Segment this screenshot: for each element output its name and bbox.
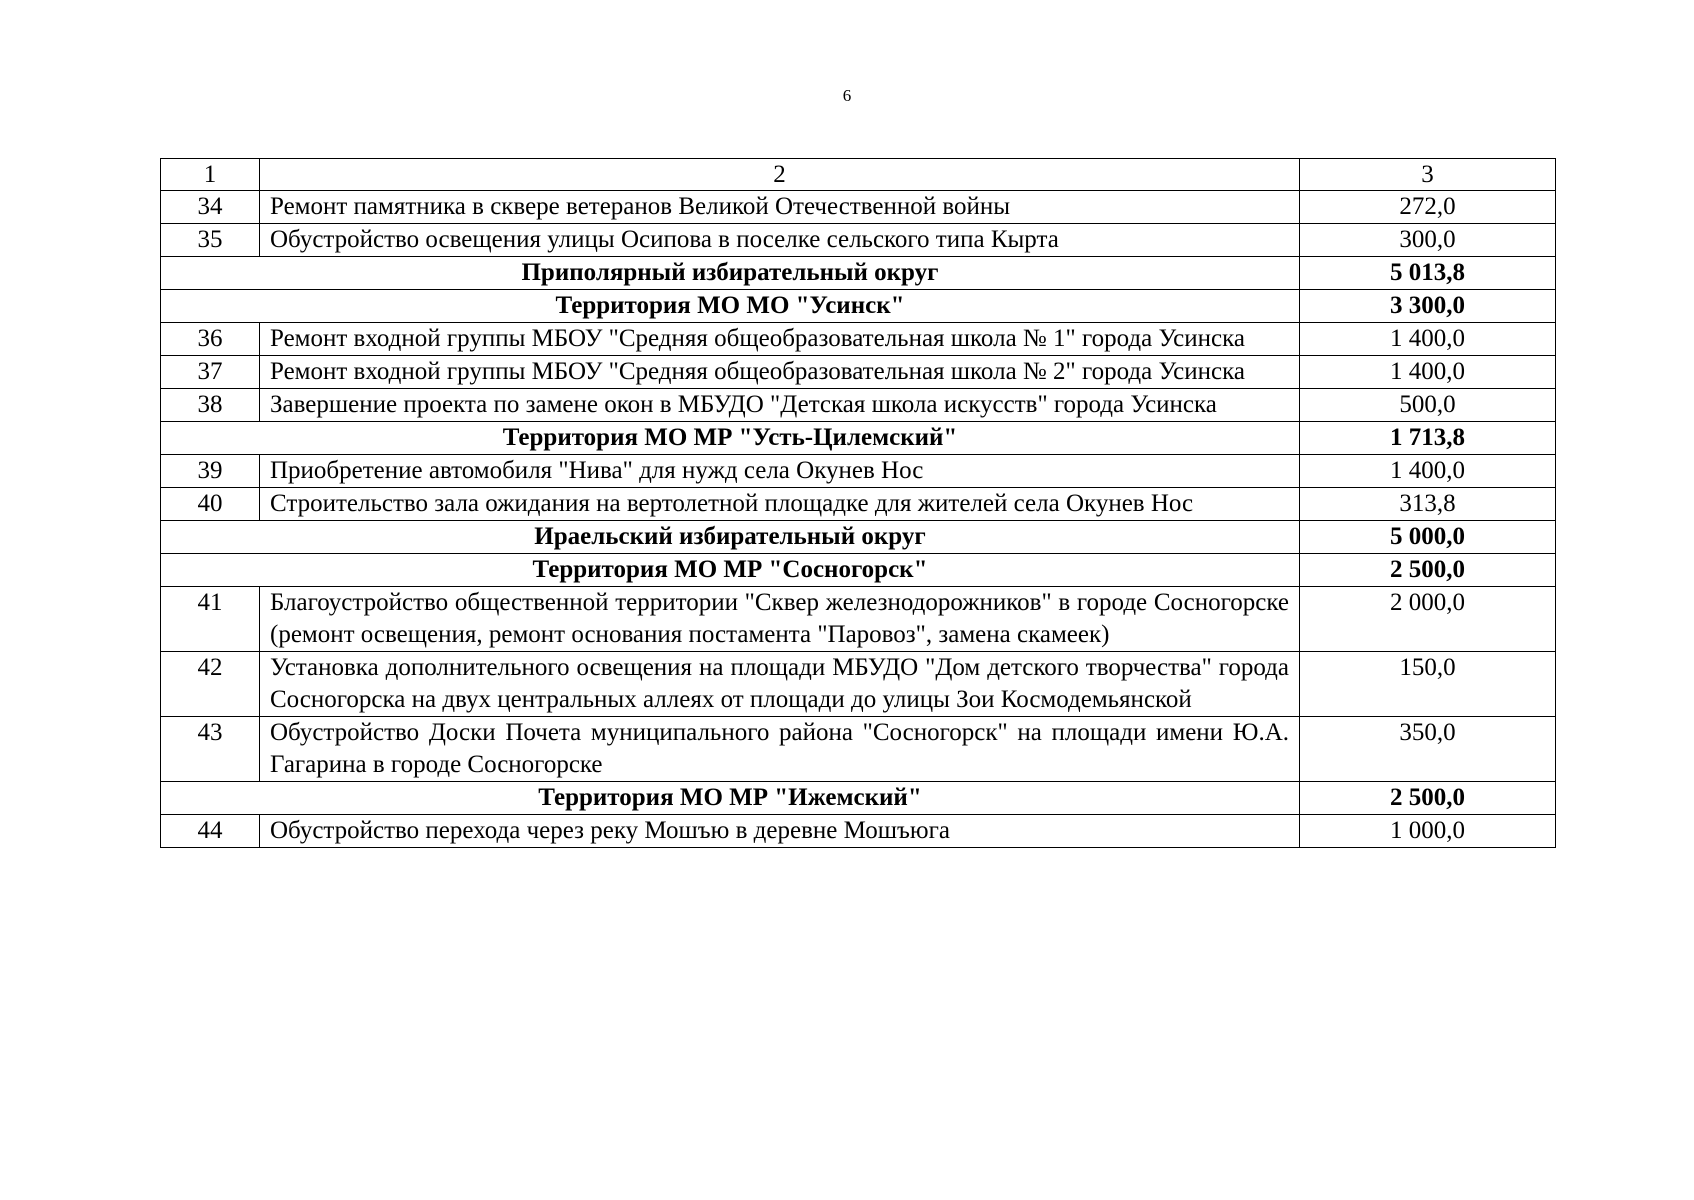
group-sum: 2 500,0 (1300, 782, 1556, 815)
row-description: Установка дополнительного освещения на площади МБУДО "Дом детского творчества" города Сосногорска на двух центральных аллеях от площади до улицы Зои Космодемьянской (260, 652, 1300, 717)
row-sum: 500,0 (1300, 389, 1556, 422)
table-row (161, 815, 1556, 848)
row-number: 40 (161, 488, 260, 521)
header-col-name: 2 (260, 159, 1300, 191)
table-row (161, 455, 1556, 488)
table-header-row (161, 159, 1556, 191)
group-title: Территория МО МР "Сосногорск" (161, 554, 1300, 587)
row-description: Ремонт входной группы МБОУ "Средняя общеобразовательная школа № 1" города Усинска (260, 323, 1300, 356)
group-sum: 5 000,0 (1300, 521, 1556, 554)
group-sum: 3 300,0 (1300, 290, 1556, 323)
row-number: 41 (161, 587, 260, 652)
group-title: Приполярный избирательный округ (161, 257, 1300, 290)
row-description: Благоустройство общественной территории "Сквер железнодорожников" в городе Сосногорске (ремонт освещения, ремонт основания постамента "Паровоз", замена скамеек) (260, 587, 1300, 652)
row-sum: 2 000,0 (1300, 587, 1556, 652)
budget-table (160, 158, 1556, 848)
row-sum: 1 400,0 (1300, 455, 1556, 488)
group-title: Территория МО МР "Ижемский" (161, 782, 1300, 815)
row-description: Строительство зала ожидания на вертолетной площадке для жителей села Окунев Нос (260, 488, 1300, 521)
group-sum: 2 500,0 (1300, 554, 1556, 587)
row-description: Обустройство перехода через реку Мошъю в деревне Мошъюга (260, 815, 1300, 848)
row-description: Приобретение автомобиля "Нива" для нужд села Окунев Нос (260, 455, 1300, 488)
row-number: 38 (161, 389, 260, 422)
row-sum: 272,0 (1300, 191, 1556, 224)
row-description: Обустройство Доски Почета муниципального района "Сосногорск" на площади имени Ю.А. Гагарина в городе Сосногорске (260, 717, 1300, 782)
table-row (161, 587, 1556, 652)
row-sum: 1 000,0 (1300, 815, 1556, 848)
group-row (161, 290, 1556, 323)
row-number: 44 (161, 815, 260, 848)
row-sum: 313,8 (1300, 488, 1556, 521)
row-number: 42 (161, 652, 260, 717)
group-row (161, 422, 1556, 455)
row-number: 43 (161, 717, 260, 782)
row-description: Ремонт входной группы МБОУ "Средняя общеобразовательная школа № 2" города Усинска (260, 356, 1300, 389)
table-row (161, 488, 1556, 521)
row-number: 34 (161, 191, 260, 224)
table-row (161, 224, 1556, 257)
group-row (161, 782, 1556, 815)
row-number: 35 (161, 224, 260, 257)
header-col-number: 1 (161, 159, 260, 191)
row-description: Ремонт памятника в сквере ветеранов Великой Отечественной войны (260, 191, 1300, 224)
group-sum: 1 713,8 (1300, 422, 1556, 455)
table-row (161, 191, 1556, 224)
header-col-sum: 3 (1300, 159, 1556, 191)
table-row (161, 717, 1556, 782)
row-number: 39 (161, 455, 260, 488)
row-description: Обустройство освещения улицы Осипова в поселке сельского типа Кырта (260, 224, 1300, 257)
group-row (161, 521, 1556, 554)
page-number: 6 (842, 86, 852, 105)
table-row (161, 323, 1556, 356)
table-row (161, 389, 1556, 422)
row-number: 37 (161, 356, 260, 389)
table-body (161, 159, 1556, 848)
table-row (161, 356, 1556, 389)
group-sum: 5 013,8 (1300, 257, 1556, 290)
row-number: 36 (161, 323, 260, 356)
group-title: Территория МО МО "Усинск" (161, 290, 1300, 323)
group-row (161, 257, 1556, 290)
row-sum: 150,0 (1300, 652, 1556, 717)
row-sum: 1 400,0 (1300, 356, 1556, 389)
row-description: Завершение проекта по замене окон в МБУДО "Детская школа искусств" города Усинска (260, 389, 1300, 422)
row-sum: 1 400,0 (1300, 323, 1556, 356)
table-row (161, 652, 1556, 717)
group-title: Ираельский избирательный округ (161, 521, 1300, 554)
row-sum: 300,0 (1300, 224, 1556, 257)
group-row (161, 554, 1556, 587)
group-title: Территория МО МР "Усть-Цилемский" (161, 422, 1300, 455)
row-sum: 350,0 (1300, 717, 1556, 782)
